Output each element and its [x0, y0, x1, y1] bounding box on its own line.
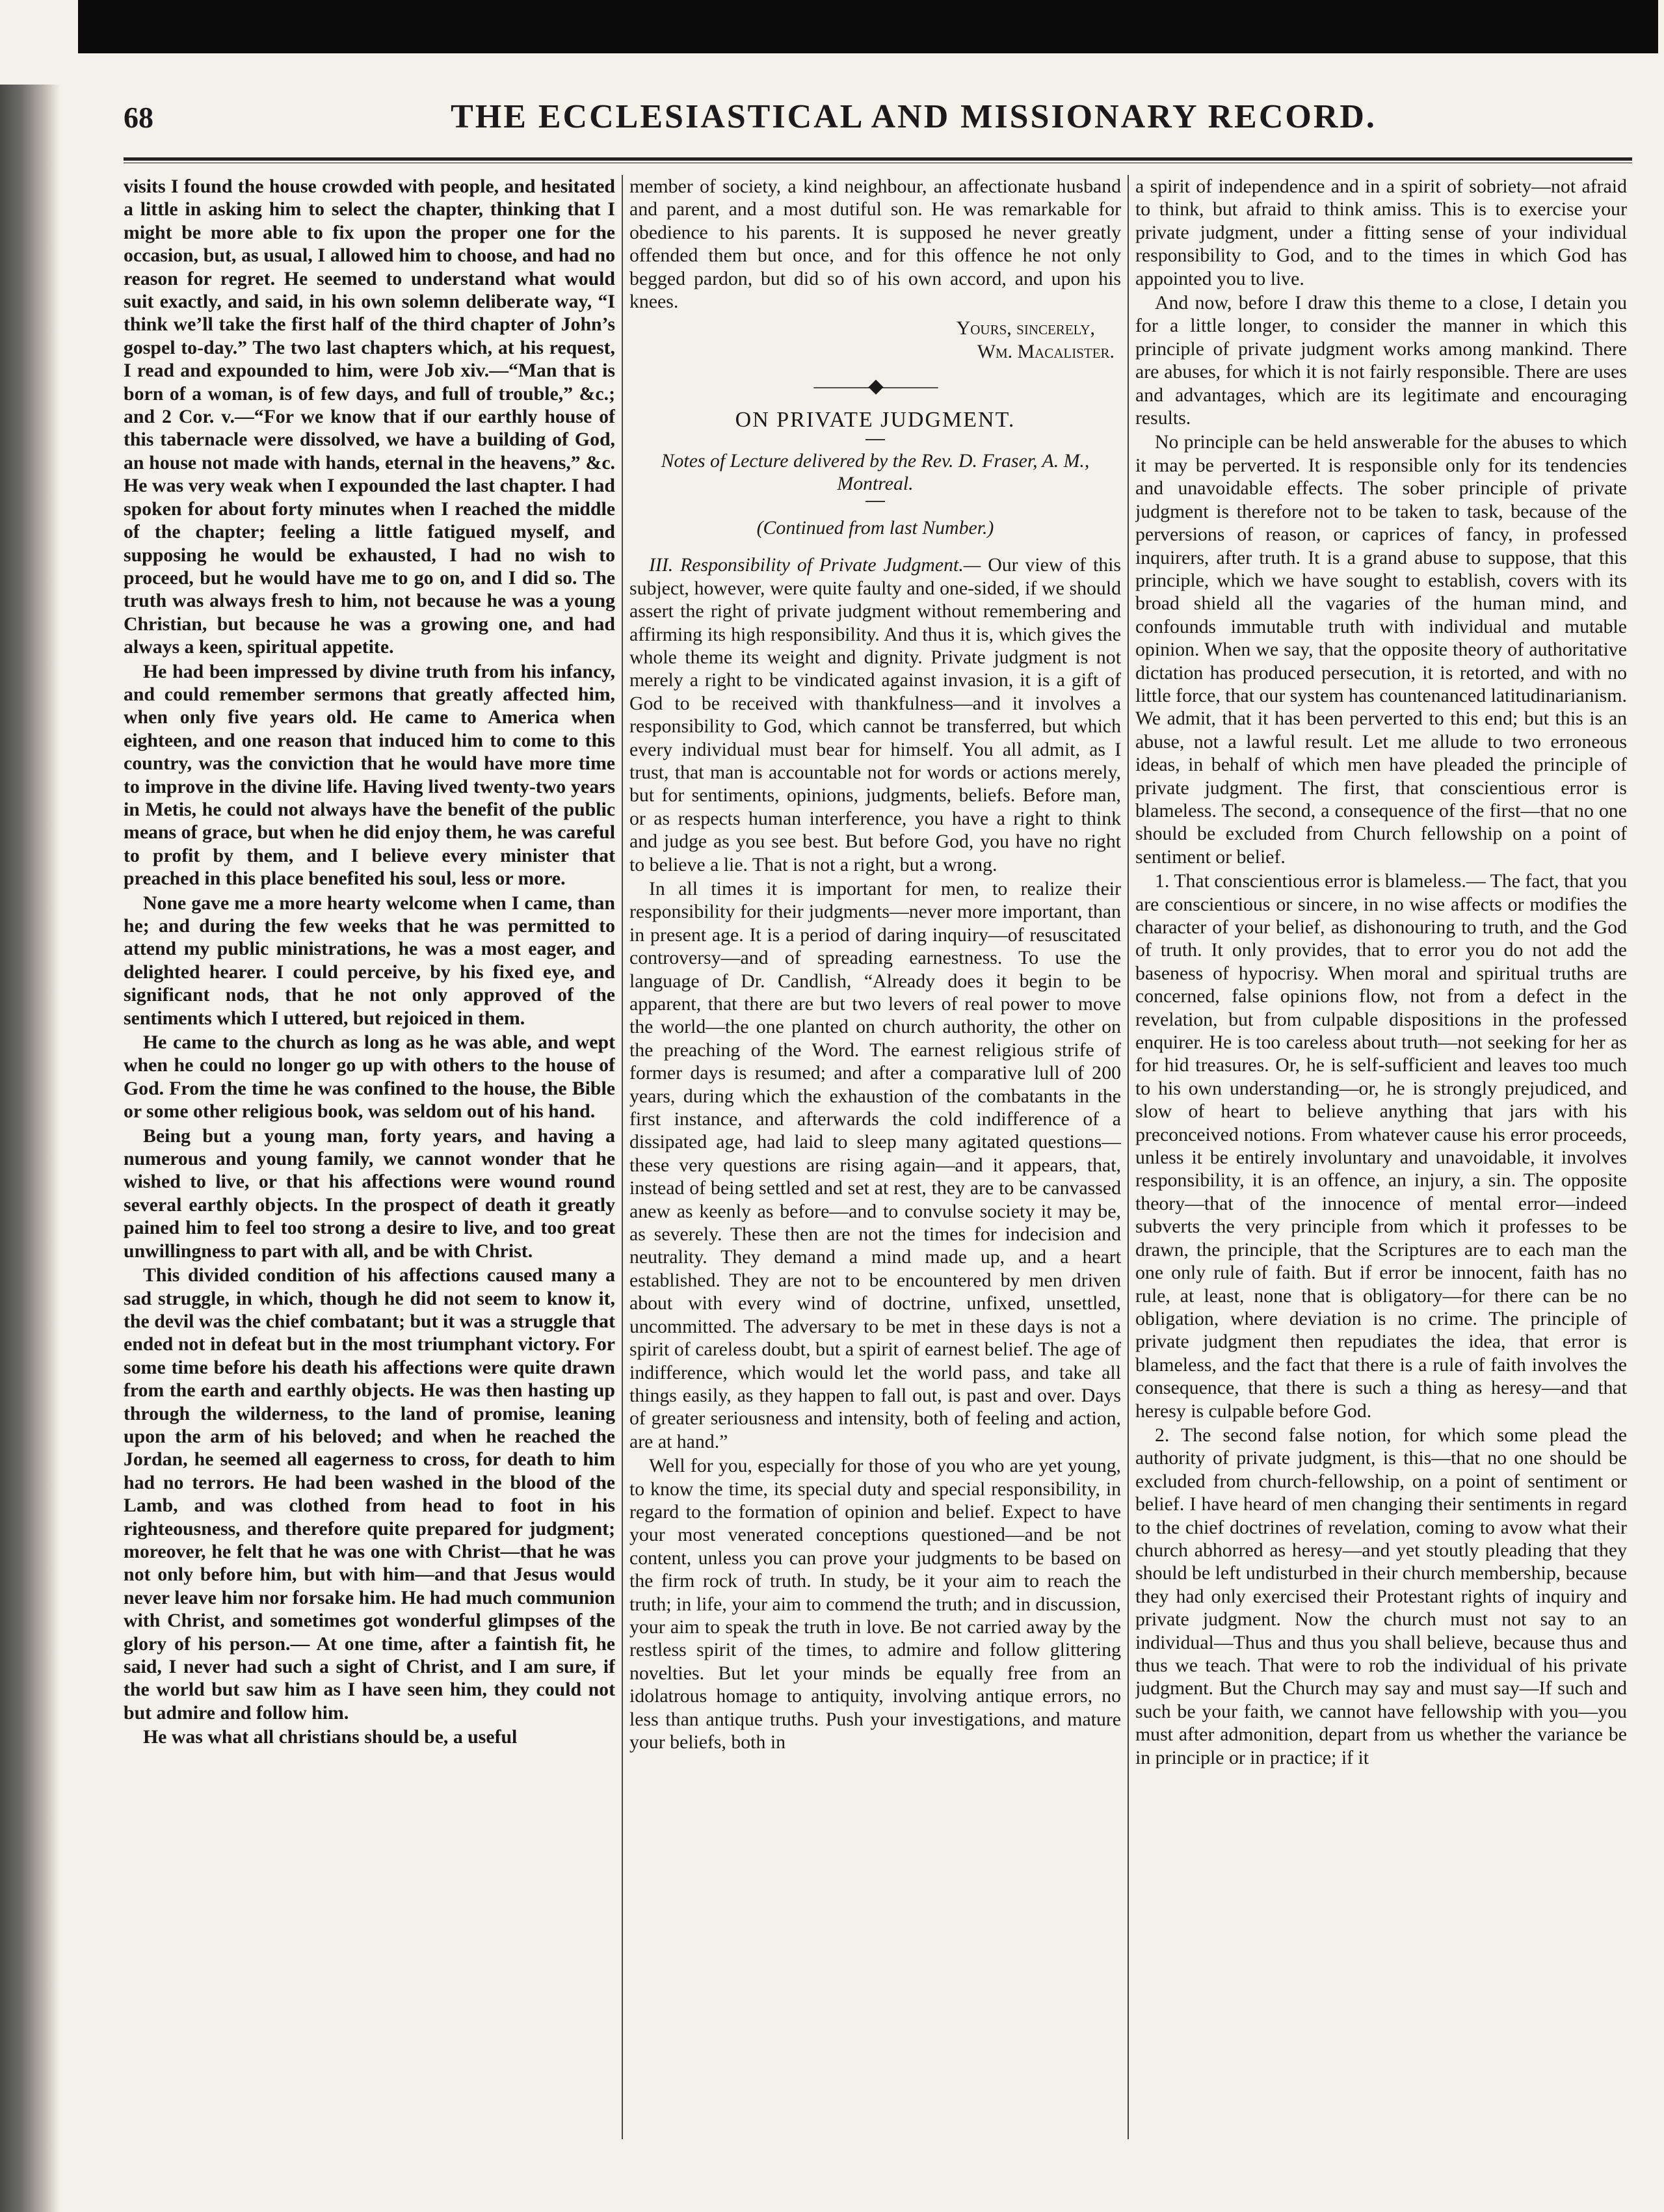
column-1-paragraph: None gave me a more hearty welcome when I came, than he; and during the few weeks that he was permitted to attend my public ministrations, he was a most eager, and delighted hearer. I could perceive, by his fixed eye, and significant nods, that he not only approved of the sentiments which I uttered, but rejoiced in them.: [124, 892, 615, 1029]
page-number: 68: [124, 101, 153, 134]
column-1-paragraph: He was what all christians should be, a useful: [143, 1726, 518, 1748]
column-2-paragraph: In all times it is important for men, to realize their responsibility for their judgments—never more important, than in present age. It is a period of daring inquiry—of resuscitated controversy—and of spreading earnestness. To use the language of Dr. Candlish, “Already does it begin to be apparent, that there are but two levers of real power to move the world—the one planted on church authority, the other on the preaching of the Word. The earnest religious strife of former days is resumed; and after a comparative lull of 200 years, during which the exhaustion of the combatants in the first instance, and afterwards the cold indifference of a dissipated age, had laid to sleep many agitated questions—these very questions are rising again—and it appears, that, instead of being settled and set at rest, they are to be canvassed anew as keenly as before—and to convulse society it may be, as severely. These then are not the times for indecision and neutrality. They demand a mind made up, and a heart established. They are not to be encountered by men driven about with every wind of doctrine, unfixed, unsettled, uncommitted. The adversary to be met in these days is not a spirit of careless doubt, but a spirit of earnest belief. The age of indifference, which would let the world pass, and take all things easily, as they happen to fall out, is past and over. Days of greater seriousness and intensity, both of feeling and action, are at hand.”: [629, 877, 1121, 1452]
column-2: [629, 175, 1121, 2139]
section-paragraph: [629, 553, 1121, 876]
section-body: Our view of this subject, however, were quite faulty and one-sided, if we should assert the right of private judgment without remembering and affirming its high responsibility. And thus it is, which gives the whole theme its weight and dignity. Private judgment is not merely a right to be vindicated against invasion, it is a gift of God to be received with thankfulness—and it involves a responsibility to God, which cannot be transferred, but which every individual must bear for himself. You all admit, as I trust, that man is accountable not for words or actions merely, but for sentiments, opinions, judgments, beliefs. Before man, or as respects human interference, you have a right to think and judge as you see best. But before God, you have no right to believe a lie. That is not a right, but a wrong.: [629, 554, 1121, 875]
article-title: ON PRIVATE JUDGMENT.: [735, 407, 1016, 432]
column-1-paragraph: He had been impressed by divine truth from his infancy, and could remember sermons that greatly affected him, when only five years old. He came to America when eighteen, and one reason that induced him to come to this country, was the conviction that he would have more time to improve in the divine life. Having lived twenty-two years in Metis, he could not always have the benefit of the public means of grace, but when he did enjoy them, he was careful to profit by them, and I believe every minister that preached in this place benefited his soul, less or more.: [124, 660, 615, 890]
column-1-paragraph: visits I found the house crowded with people, and hesitated a little in asking him to select the chapter, thinking that I might be more able to fix upon the proper one for the occasion, but, as usual, I allowed him to choose, and had no reason for regret. He seemed to understand what would suit exactly, and said, in his own solemn deliberate way, “I think we’ll take the first half of the third chapter of John’s gospel to-day.” The two last chapters which, at his request, I read and expounded to him, were Job xiv.—“Man that is born of a woman, is of few days, and full of trouble,” &c.; and 2 Cor. v.—“For we know that if our earthly house of this tabernacle were dissolved, we have a building of God, an house not made with hands, eternal in the heavens,” &c. He was very weak when I expounded the last chapter. I had spoken for about forty minutes when I reached the middle of the chapter; feeling a little fatigued myself, and supposing he would be exhausted, I had no wish to proceed, but he would have me to go on, and I did so. The truth was always fresh to him, not because he was a young Christian, but because he was a growing one, and had always a keen, spiritual appetite.: [124, 176, 615, 658]
column-divider: [1128, 175, 1129, 2139]
column-2-paragraph: Well for you, especially for those of you who are yet young, to know the time, its special duty and special responsibility, in regard to the formation of opinion and belief. Expect to have your most venerated conceptions questioned—and be not content, unless you can prove your judgments to be based on the firm rock of truth. In study, be it your aim to reach the truth; in life, your aim to commend the truth; and in discussion, your aim to speak the truth in love. Be not carried away by the restless spirit of the times, to admire and follow glittering novelties. But let your minds be equally free from an idolatrous homage to antiquity, involving antique errors, no less than antique truths. Push your investigations, and mature your beliefs, both in: [629, 1455, 1121, 1753]
column-3-paragraph: a spirit of independence and in a spirit of sobriety—not afraid to think, but afraid to think amiss. This is to exercise your private judgment, under a fitting sense of your individual responsibility to God, and to the times in which God has appointed you to live.: [1135, 176, 1627, 289]
letter-signoff: Yours, sincerely,: [956, 317, 1095, 340]
subtitle-rule: [865, 501, 885, 502]
article-subtitle: Notes of Lecture delivered by the Rev. D. Fraser, A. M., Montreal.: [661, 450, 1090, 495]
text-columns: [124, 175, 1632, 2139]
column-divider: [622, 175, 623, 2139]
column-3-paragraph: And now, before I draw this theme to a close, I detain you for a little longer, to consider the manner in which this principle of private judgment works among mankind. There are abuses, for which it is not fairly responsible. There are uses and advantages, which are its legitimate and encouraging results.: [1135, 292, 1627, 429]
continued-note: (Continued from last Number.): [756, 516, 994, 539]
letter-conclusion: member of society, a kind neighbour, an affectionate husband and parent, and a most dutiful son. He was remarkable for obedience to his parents. It is supposed he never greatly offended them but once, and for this offence he not only begged pardon, but did so of his own accord, and upon his knees.: [629, 176, 1121, 313]
left-scan-shadow: [0, 85, 60, 2212]
column-3-paragraph: No principle can be held answerable for the abuses to which it may be perverted. It is responsible only for its tendencies and unavoidable effects. The sober principle of private judgment is therefore not to be taken to task, because of the perversions of reason, or caprices of fancy, in professed inquirers, after truth. It is a grand abuse to suppose, that this principle, which we have sought to establish, covers with its broad shield all the vagaries of the human mind, and confounds immutable truth with individual and mutable opinion. When we say, that the opposite theory of authoritative dictation has produced persecution, it is retorted, and with no little force, that our system has countenanced latitudinarianism. We admit, that it has been perverted to this end; but this is an abuse, not a lawful result. Let me allude to two erroneous ideas, in behalf of which men have pleaded the principle of private judgment. The first, that conscientious error is blameless. The second, a consequence of the first—that no one should be excluded from Church fellowship on a point of sentiment or belief.: [1135, 431, 1627, 868]
section-heading: III. Responsibility of Private Judgment.—: [649, 554, 981, 576]
column-1-paragraph: This divided condition of his affections caused many a sad struggle, in which, though he did not seem to know it, the devil was the chief combatant; but it was a struggle that ended not in defeat but in the most triumphant victory. For some time before his death his affections were quite drawn from the earth and earthly objects. He was then hasting up through the wilderness, to the land of promise, leaning upon the arm of his beloved; and when he reached the Jordan, he seemed all eagerness to cross, for death to him had no terrors. He had been washed in the blood of the Lamb, and was clothed from head to foot in his righteousness, and therefore quite prepared for judgment; moreover, he felt that he was one with Christ—that he was not only before him, but with him—and that Jesus would never leave him nor forsake him. He had much communion with Christ, and sometimes got wonderful glimpses of the glory of his person.— At one time, after a faintish fit, he said, I never had such a sight of Christ, and I am sure, if the world but saw him as I have seen him, they could not but admire and follow him.: [124, 1264, 615, 1724]
letter-author: Wm. Macalister.: [977, 340, 1115, 362]
column-3-paragraph: 2. The second false notion, for which some plead the authority of private judgment, is this—that no one should be excluded from church-fellowship, on a point of sentiment or belief. I have heard of men changing their sentiments in regard to the chief doctrines of revelation, coming to avow what their church abhorred as heresy—and yet stoutly pleading that they should be left undisturbed in their church membership, because they had only exercised their Protestant rights of inquiry and private judgment. Now the church must not say to an individual—Thus and thus you shall believe, because thus and thus we teach. That were to rob the individual of his private judgment. But the Church may say and must say—If such and such be your faith, we cannot have fellowship with you—you must after admonition, depart from us whether the variance be in principle or in practice; if it: [1135, 1424, 1627, 1768]
column-1-paragraph: Being but a young man, forty years, and having a numerous and young family, we cannot wonder that he wished to live, or that his affections were wound round several earthly objects. In the prospect of death it greatly pained him to feel too strong a desire to live, and too great unwillingness to part with all, and be with Christ.: [124, 1125, 615, 1262]
header-rule: [124, 157, 1632, 163]
column-3-paragraph: 1. That conscientious error is blameless.— The fact, that you are conscientious or sincere, in no wise affects or modifies the character of your belief, as dishonouring to truth, and the God of truth. It only provides, that to error you do not add the baseness of hypocrisy. When moral and spiritual truths are concerned, false opinions flow, not from a defect in the revelation, but from culpable dispositions in the professed enquirer. He is too careless about truth—not seeking for her as for hid treasures. Or, he is self-sufficient and leaves too much to his own understanding—or, he is strongly prejudiced, and slow of heart to believe anything that jars with his preconceived notions. From whatever cause his error proceeds, unless it be entirely involuntary and unavoidable, it involves responsibility, it is an offence, an injury, a sin. The opposite theory—that of the innocence of mental error—indeed subverts the very principle from which it professes to be drawn, the principle, that the Scriptures are to each man the one only rule of faith. But if error be innocent, faith has no rule, at least, none that is obligatory—for there can be no obligation, where deviation is no crime. The principle of private judgment then repudiates the idea, that error is blameless, and the fact that there is a rule of faith involves the consequence, that there is such a thing as heresy—and that heresy is culpable before God.: [1135, 870, 1627, 1422]
page-header: [124, 98, 1632, 157]
column-3: [1135, 175, 1627, 2139]
column-1-paragraph: He came to the church as long as he was able, and wept when he could no longer go up with others to the house of God. From the time he was confined to the house, the Bible or some other religious book, was seldom out of his hand.: [124, 1032, 615, 1123]
section-ornament: ———◆———: [813, 375, 937, 397]
column-1: [124, 175, 615, 2139]
journal-title: THE ECCLESIASTICAL AND MISSIONARY RECORD.: [451, 98, 1377, 135]
document-page: [124, 98, 1632, 2172]
top-scan-border: [78, 0, 1658, 53]
title-rule: [865, 439, 885, 440]
